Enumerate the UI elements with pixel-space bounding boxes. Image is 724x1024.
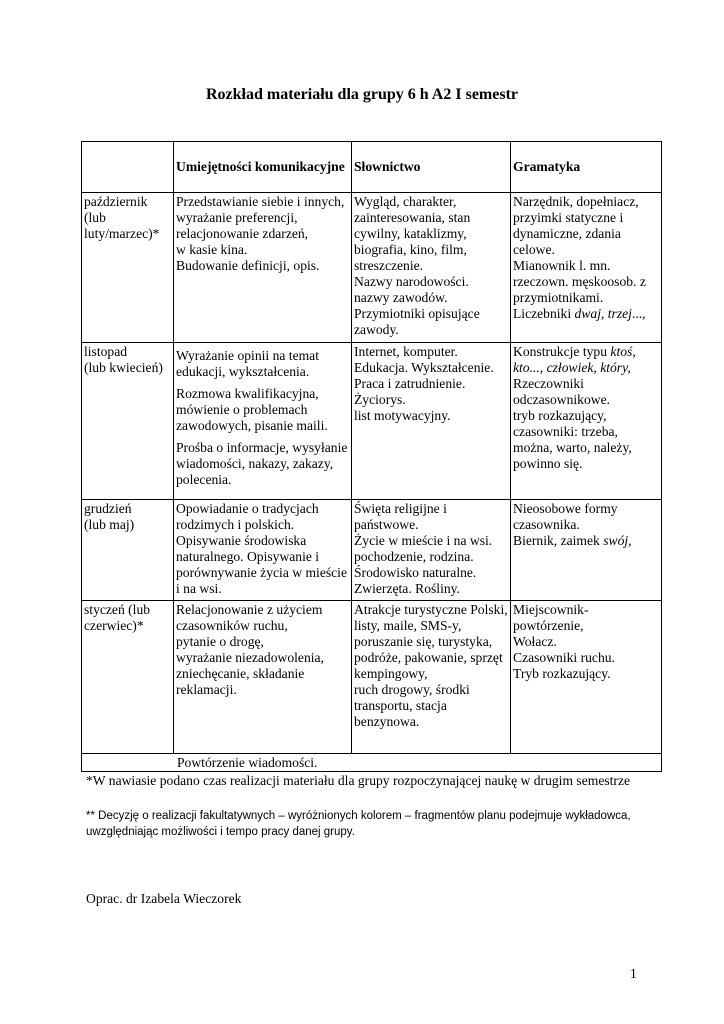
table-row	[82, 343, 662, 500]
header-grammar: Gramatyka	[511, 142, 662, 193]
cell-skills: Opowiadanie o tradycjach rodzimych i polskich. Opisywanie środowiska naturalnego. Opisywanie i porównywanie życia w mieście i na wsi.	[174, 500, 352, 601]
cell-vocabulary: Atrakcje turystyczne Polski, listy, maile, SMS-y, poruszanie się, turystyka, podróże, pakowanie, sprzęt kempingowy, ruch drogowy, środki transportu, stacja benzynowa.	[352, 601, 511, 754]
cell-vocabulary: Wygląd, charakter, zainteresowania, stan cywilny, kataklizmy, biografia, kino, film, streszczenie. Nazwy narodowości. nazwy zawodów. Przymiotniki opisujące zawody.	[352, 193, 511, 343]
grammar-italic: dwaj, trzej	[574, 306, 632, 321]
syllabus-table	[81, 141, 662, 772]
review-text: Powtórzenie wiadomości.	[177, 755, 318, 770]
grammar-text-end: ...,	[631, 306, 646, 321]
cell-skills: Relacjonowanie z użyciem czasowników ruchu, pytanie o drogę, wyrażanie niezadowolenia, zniechęcanie, składanie reklamacji.	[174, 601, 352, 754]
header-period	[82, 142, 174, 193]
cell-grammar	[511, 500, 662, 601]
grammar-text: Nieosobowe formy czasownika. Biernik, zaimek	[513, 501, 618, 548]
header-vocabulary: Słownictwo	[352, 142, 511, 193]
review-cell	[82, 754, 662, 772]
grammar-italic: ktoś, kto..., człowiek, który,	[513, 344, 636, 375]
grammar-italic: swój,	[603, 533, 632, 548]
table-row	[82, 500, 662, 601]
header-skills: Umiejętności komunikacyjne	[174, 142, 352, 193]
table-row	[82, 601, 662, 754]
grammar-text: Narzędnik, dopełniacz, przyimki statyczne i dynamiczne, zdania celowe. Mianownik l. mn. rzeczown. męskoosob. z przymiotnikami. Liczebniki	[513, 194, 646, 321]
skills-paragraph: Wyrażanie opinii na temat edukacji, wykształcenia.	[176, 348, 319, 379]
grammar-text-end: Rzeczowniki odczasownikowe. tryb rozkazujący, czasowniki: trzeba, można, warto, należy, powinno się.	[513, 376, 632, 471]
table-row	[82, 754, 662, 772]
skills-paragraph: Rozmowa kwalifikacyjna, mówienie o problemach zawodowych, pisanie maili.	[176, 386, 328, 433]
grammar-text: Konstrukcje typu	[513, 344, 611, 359]
cell-period: grudzień (lub maj)	[82, 500, 174, 601]
cell-period: październik (lub luty/marzec)*	[82, 193, 174, 343]
cell-skills: Przedstawianie siebie i innych, wyrażanie preferencji, relacjonowanie zdarzeń, w kasie kina. Budowanie definicji, opis.	[174, 193, 352, 343]
cell-skills	[174, 343, 352, 500]
page-title: Rozkład materiału dla grupy 6 h A2 I semestr	[206, 86, 518, 103]
footnote-period: *W nawiasie podano czas realizacji materiału dla grupy rozpoczynającej naukę w drugim semestrze	[86, 773, 631, 788]
cell-grammar	[511, 343, 662, 500]
cell-vocabulary: Internet, komputer. Edukacja. Wykształcenie. Praca i zatrudnienie. Życiorys. list motywacyjny.	[352, 343, 511, 500]
skills-paragraph: Prośba o informacje, wysyłanie wiadomości, nakazy, zakazy, polecenia.	[176, 440, 348, 487]
table-header-row	[82, 142, 662, 193]
table-row	[82, 193, 662, 343]
cell-vocabulary: Święta religijne i państwowe. Życie w mieście i na wsi. pochodzenie, rodzina. Środowisko naturalne. Zwierzęta. Rośliny.	[352, 500, 511, 601]
footnote-optional: ** Decyzję o realizacji fakultatywnych – wyróżnionych kolorem – fragmentów planu podejmuje wykładowca, uwzględniając możliwości i tempo pracy danej grupy.	[86, 810, 631, 838]
cell-period: listopad (lub kwiecień)	[82, 343, 174, 500]
page-number: 1	[630, 966, 637, 981]
cell-grammar: Miejscownik- powtórzenie, Wołacz. Czasowniki ruchu. Tryb rozkazujący.	[511, 601, 662, 754]
author-credit: Oprac. dr Izabela Wieczorek	[86, 891, 242, 906]
cell-period: styczeń (lub czerwiec)*	[82, 601, 174, 754]
cell-grammar	[511, 193, 662, 343]
